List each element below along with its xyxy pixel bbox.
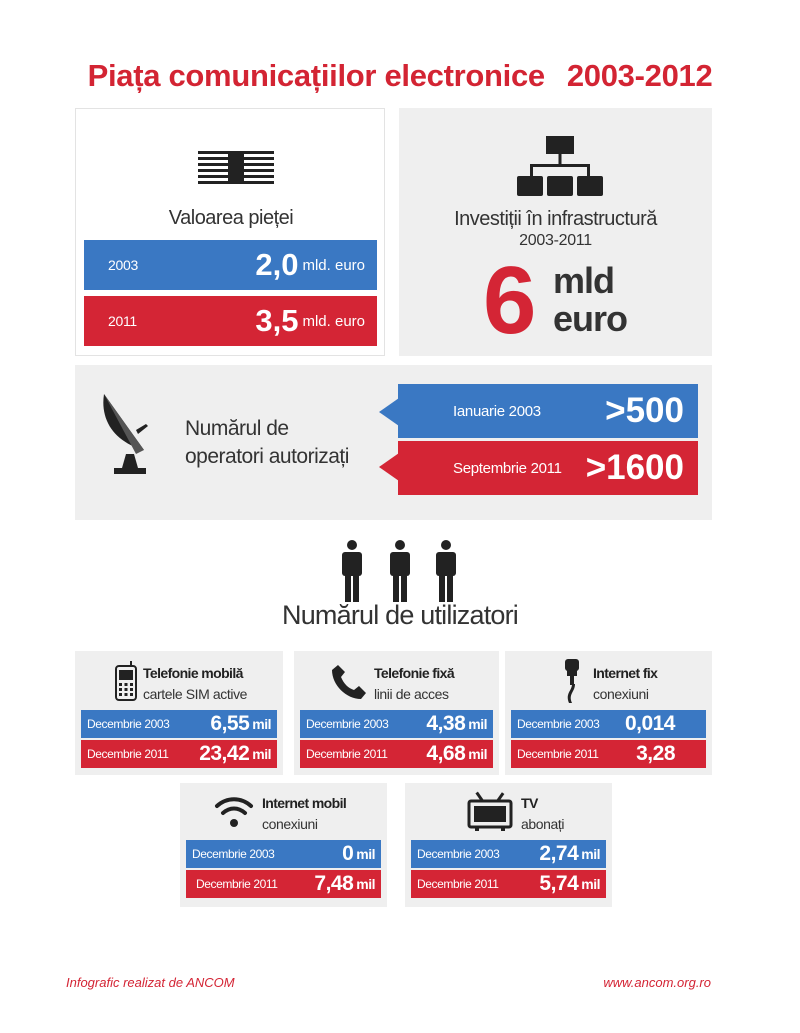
operators-date: Septembrie 2011 — [453, 459, 562, 477]
operators-label: Numărul de operatori autorizați — [185, 417, 349, 468]
users-card-title: Internet fix — [593, 665, 658, 681]
users-card-title: TV — [521, 795, 538, 811]
users-row-2011: Decembrie 2011 7,48 mil — [186, 870, 381, 898]
network-hierarchy-icon — [517, 136, 603, 196]
market-value-amount: 2,0 mld. euro — [255, 247, 365, 282]
market-value-label: Valoarea pieței — [168, 207, 294, 229]
title-years: 2003-2012 — [566, 58, 713, 93]
phone-handset-icon — [330, 663, 368, 701]
market-value-row-2011 — [84, 296, 377, 346]
users-card-subtitle: cartele SIM active — [143, 686, 248, 702]
users-card-subtitle: linii de acces — [374, 686, 449, 702]
users-card-subtitle: conexiuni — [593, 686, 649, 702]
operators-card — [75, 365, 712, 520]
market-value-amount: 3,5 mld. euro — [255, 303, 365, 338]
market-value-year: 2011 — [108, 313, 137, 329]
investment-unit-line1: mld — [553, 260, 615, 301]
operators-arrow-red — [379, 453, 399, 481]
users-row-2003: Decembrie 2003 6,55 mil — [81, 710, 277, 738]
users-card-mobile — [75, 651, 283, 775]
investment-card — [399, 108, 712, 356]
users-row-2011: Decembrie 2011 23,42 mil — [81, 740, 277, 768]
satellite-dish-icon — [100, 390, 172, 480]
footer-credit: Infografic realizat de ANCOM — [66, 975, 235, 990]
investment-label: Investiții în infrastructură 2003-2011 — [454, 208, 657, 249]
users-row-2003: Decembrie 2003 0,014 — [511, 710, 706, 738]
money-stack-icon — [198, 151, 274, 187]
users-card-tv — [405, 783, 612, 907]
users-card-subtitle: conexiuni — [262, 816, 318, 832]
footer-url[interactable]: www.ancom.org.ro — [603, 975, 711, 990]
operators-row-2011 — [398, 441, 698, 495]
operators-arrow-blue — [379, 398, 399, 426]
mobile-phone-icon — [115, 661, 137, 701]
users-row-2011: Decembrie 2011 3,28 — [511, 740, 706, 768]
cable-plug-icon — [561, 659, 583, 703]
users-row-2003: Decembrie 2003 0 mil — [186, 840, 381, 868]
users-card-title: Telefonie fixă — [374, 665, 455, 681]
market-value-card — [75, 108, 385, 356]
users-card-fixed-internet — [505, 651, 712, 775]
market-value-year: 2003 — [108, 257, 138, 273]
operators-row-2003 — [398, 384, 698, 438]
operators-count: >1600 — [585, 448, 684, 487]
wifi-icon — [214, 795, 254, 829]
users-row-2011: Decembrie 2011 5,74 mil — [411, 870, 606, 898]
market-value-row-2003 — [84, 240, 377, 290]
users-card-subtitle: abonați — [521, 816, 565, 832]
users-label: Numărul de utilizatori — [282, 600, 518, 630]
users-card-title: Internet mobil — [262, 795, 347, 811]
tv-icon — [467, 791, 513, 831]
operators-date: Ianuarie 2003 — [453, 402, 541, 420]
investment-value: 6 — [483, 247, 537, 354]
title-text: Piața comunicațiilor electronice — [87, 58, 545, 93]
people-icon — [338, 540, 462, 602]
users-card-mobile-internet — [180, 783, 387, 907]
users-row-2011: Decembrie 2011 4,68 mil — [300, 740, 493, 768]
operators-count: >500 — [605, 391, 684, 430]
users-row-2003: Decembrie 2003 4,38 mil — [300, 710, 493, 738]
page-title — [0, 58, 800, 94]
users-card-title: Telefonie mobilă — [143, 665, 243, 681]
users-row-2003: Decembrie 2003 2,74 mil — [411, 840, 606, 868]
investment-unit-line2: euro — [553, 298, 628, 339]
users-card-fixed-phone — [294, 651, 499, 775]
